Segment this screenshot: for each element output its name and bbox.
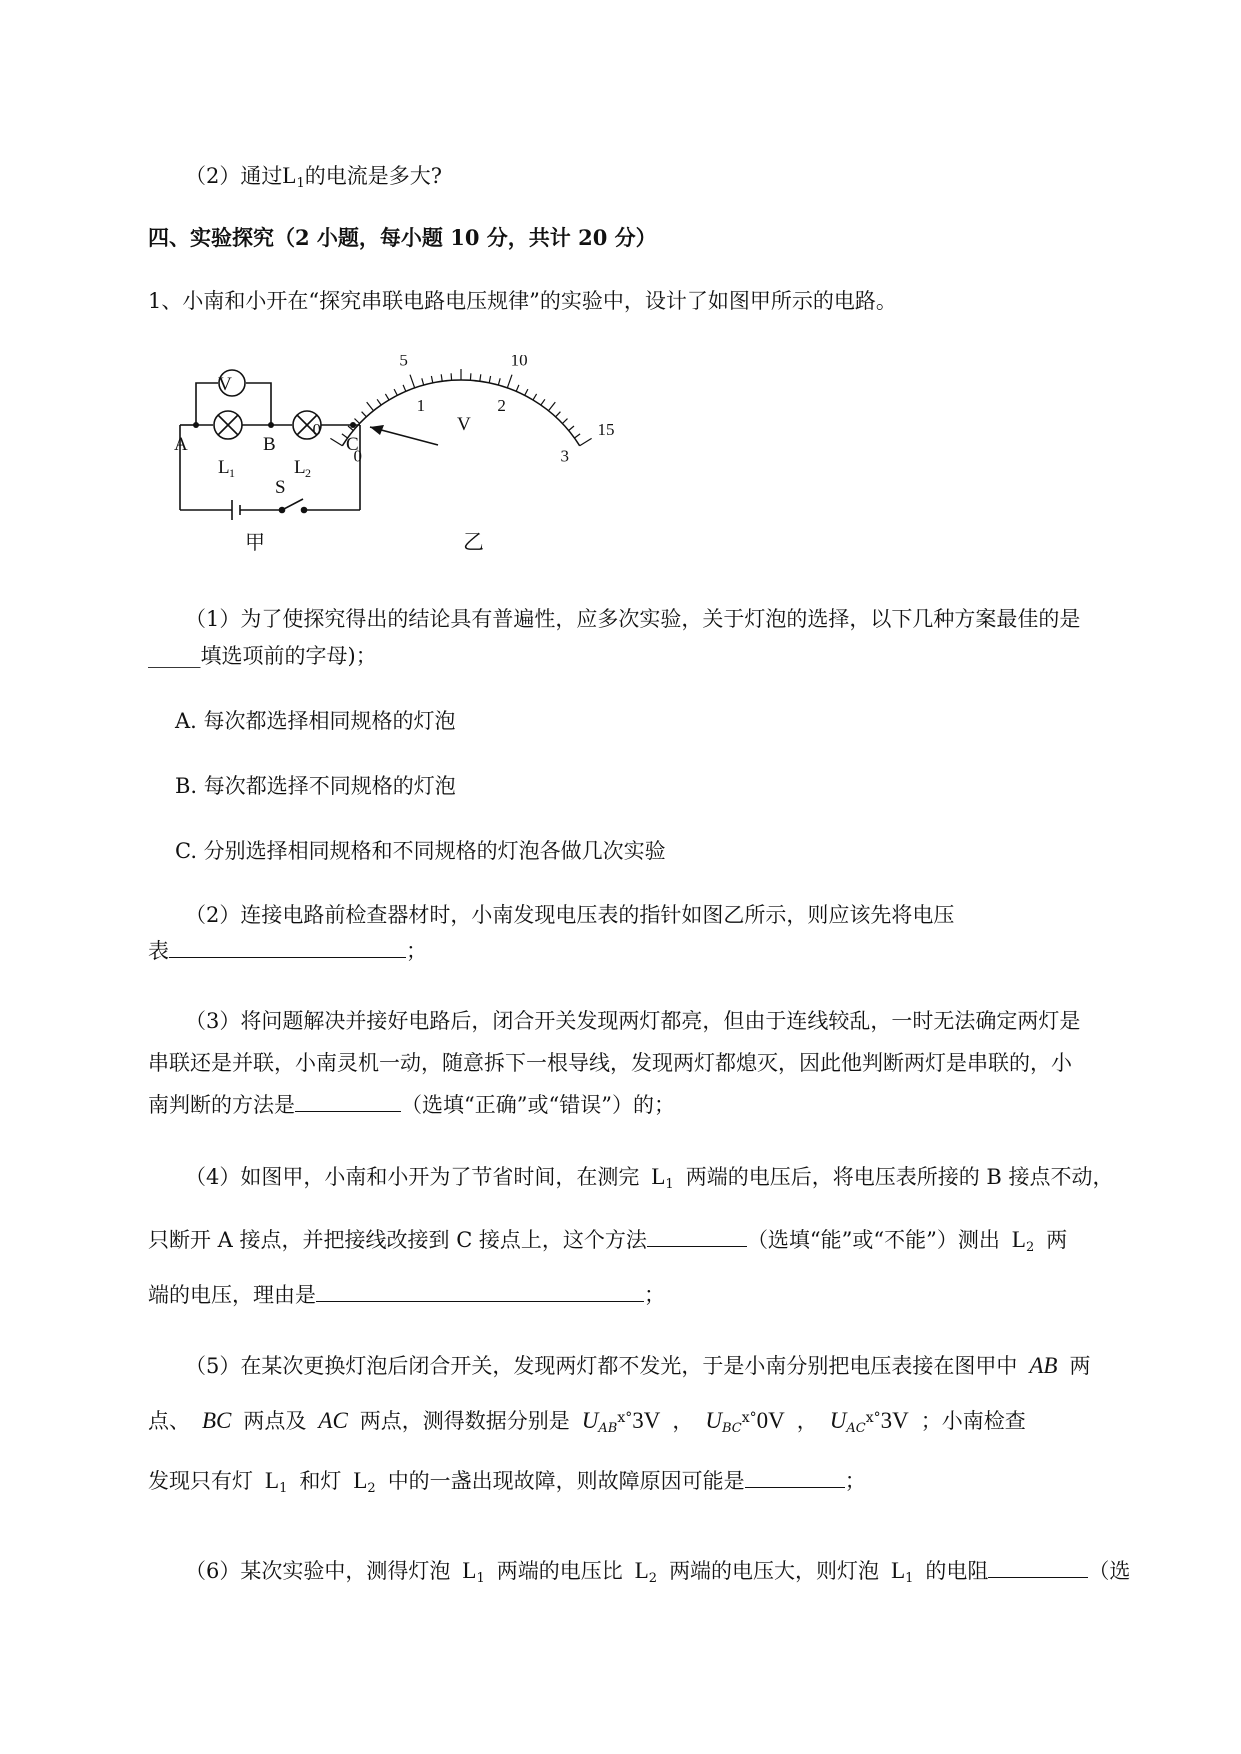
answer-blank-4a[interactable] [647,1224,747,1247]
outer-tick-10: 10 [510,355,528,370]
inner-tick-1: 1 [416,395,426,415]
sub3-line2: 串联还是并联，小南灵机一动，随意拆下一根导线，发现两灯都熄灭，因此他判断两灯是串联的，小 [148,1051,1072,1075]
dial-tick [489,376,490,383]
outer-tick-5: 5 [399,355,408,370]
outer-tick-0: 0 [312,420,321,439]
dial-tick [451,373,452,380]
dial-tick [549,402,556,411]
problem-stem: 1、小南和小开在“探究串联电路电压规律”的实验中，设计了如图甲所示的电路。 [148,289,897,313]
dial-tick [498,378,500,385]
sub4-line1: （4）如图甲，小南和小开为了节省时间，在测完 $L_1$ 两端的电压后，将电压表所接的 B 接点不动， [185,1164,1114,1192]
dial-tick [410,375,415,388]
section-title: 四、实验探究（2 小题，每小题 10 分，共计 20 分） [148,225,657,250]
symbol-L: L [1011,1227,1026,1252]
dial-tick [385,394,389,400]
switch-lever [282,499,303,510]
dial-tick [533,394,537,400]
dial-arc [342,380,579,446]
sub3-start: 南判断的方法是 [148,1093,295,1117]
sub5-line3: 发现只有灯 $L_1$ 和灯 $L_2$ 中的一盏出现故障，则故障原因可能是 ； [148,1465,866,1496]
answer-blank-6[interactable] [988,1555,1088,1578]
dial-tick [580,438,592,445]
answer-blank-5[interactable] [745,1465,845,1488]
answer-blank-4b[interactable] [316,1279,644,1302]
sub4-line3: 端的电压，理由是 ； [148,1279,665,1309]
dial-unit: V [457,414,471,435]
dial-tick [330,438,342,445]
dial-tick [470,373,471,380]
dial-tick [355,419,360,424]
voltmeter-dial [313,355,615,554]
q2-prefix: （2）通过 [185,164,283,188]
switch-label: S [275,477,286,498]
sub6-line: （6）某次实验中，测得灯泡 $L_1$ 两端的电压比 $L_2$ 两端的电压大，则灯泡 $L_1$ 的电阻 （选 [185,1555,1130,1586]
experiment-figure [160,355,680,555]
L1-sub: 1 [229,466,235,480]
sub2-line1: （2）连接电路前检查器材时，小南发现电压表的指针如图乙所示，则应该先将电压 [185,903,955,927]
dial-tick [507,375,512,388]
sub4-line2: 只断开 A 接点，并把接线改接到 C 接点上，这个方法 （选填“能”或“不能”）测出 $L_2$ 两 [148,1224,1067,1255]
option-C: C. 分别选择相同规格和不同规格的灯泡各做几次实验 [175,839,666,863]
sub2-end: ； [406,939,427,963]
symbol-L: L [282,163,297,188]
figure-caption-jia: 甲 [245,532,265,554]
sub2-line2 [148,935,427,965]
dial-tick [431,376,432,383]
q2-suffix: 的电流是多大? [304,164,442,188]
sub3-end: （选填“正确”或“错误”）的； [401,1093,675,1117]
dial-tick [441,374,442,381]
inner-tick-3: 3 [560,446,569,466]
symbol-L: L [651,1164,666,1189]
circuit-labels [174,374,359,554]
sub1-line2 [148,640,377,670]
dial-tick [569,426,574,431]
figure-caption-yi: 乙 [463,530,484,554]
dial-tick [362,412,367,417]
sub3-line1: （3）将问题解决并接好电路后，闭合开关发现两灯都亮，但由于连线较乱，一时无法确定两灯是 [185,1009,1081,1033]
inner-tick-2: 2 [497,395,506,415]
option-B: B. 每次都选择不同规格的灯泡 [175,774,456,798]
sub2-start: 表 [148,939,169,963]
dial-tick [394,389,397,395]
dial-tick [480,374,481,381]
inner-tick-0: 0 [353,446,362,466]
sub5-line2: 点、 BC 两点及 AC 两点，测得数据分别是 $U_{AB}^{x^\circ}3V$ ， $U_{BC}^{x^\circ}0V$ ， $U_{AC}^{x^\circ}3V$ ；小南检查 [148,1408,1026,1436]
sub3-line3 [148,1089,675,1119]
question-2-line [185,160,442,191]
option-A: A. 每次都选择相同规格的灯泡 [175,709,456,733]
node-A-label: A [174,434,188,455]
node-C-label: C [346,434,359,455]
dial-tick [403,385,406,391]
L2-sub: 2 [305,466,311,480]
dial-tick [367,402,374,411]
subscript: 1 [296,176,305,191]
answer-blank-1[interactable]: _____ [148,644,201,668]
answer-blank-2[interactable] [169,935,406,958]
dial-tick [525,389,528,395]
meter-label: V [218,374,232,395]
sub5-line1: （5）在某次更换灯泡后闭合开关，发现两灯都不发光，于是小南分别把电压表接在图甲中 AB 两 [185,1353,1091,1378]
dial-tick [422,378,424,385]
dial-tick [516,385,519,391]
outer-tick-15: 15 [597,420,615,439]
dial-tick [556,412,561,417]
dial-tick [575,434,581,438]
dial-tick [541,399,545,405]
L1-label: L [218,457,230,478]
pointer-arrow [370,425,384,435]
answer-blank-3[interactable] [295,1089,401,1112]
dial-tick [562,419,567,424]
dial-tick [377,399,381,405]
sub1-line1: （1）为了使探究得出的结论具有普遍性，应多次实验，关于灯泡的选择，以下几种方案最佳的是 [185,607,1081,631]
sub1-instruction: 填选项前的字母)； [200,644,377,668]
L2-label: L [294,457,306,478]
node-B-label: B [263,434,276,455]
